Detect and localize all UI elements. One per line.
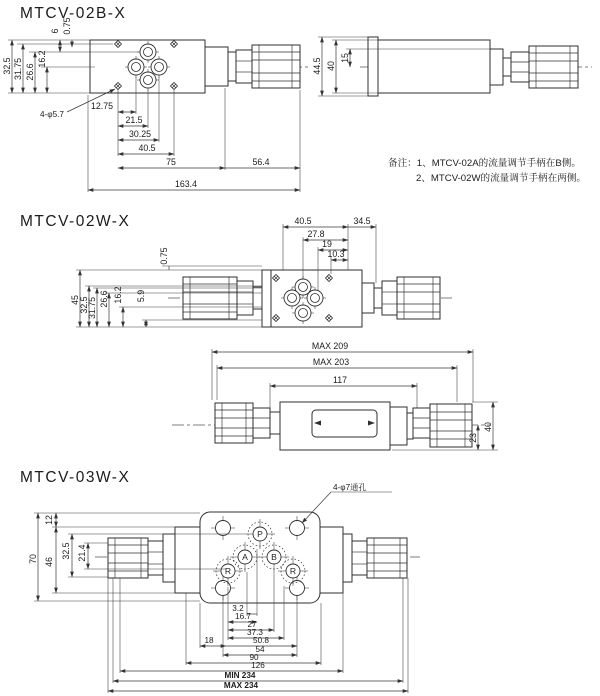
dim-label: 32.5	[2, 57, 12, 75]
dim-label: 56.4	[252, 157, 270, 167]
dim-label: 27	[247, 620, 257, 629]
dim-label: 45	[70, 295, 80, 305]
dim-label: 26.6	[25, 63, 35, 81]
dim-label: 30.25	[128, 129, 152, 139]
dim-label: 40.5	[138, 143, 156, 153]
dim-label: 163.4	[174, 179, 198, 189]
port-label-r2: R	[289, 566, 297, 576]
dim-label: 12	[44, 515, 54, 525]
dim-label: 0.75	[159, 247, 169, 265]
dim-label: 117	[332, 375, 348, 385]
dim-label: 18	[204, 636, 214, 645]
port-label-b: B	[271, 552, 277, 562]
drawing2-title: MTCV-02W-X	[20, 213, 131, 230]
dim-label: MAX 203	[312, 357, 350, 367]
dim-label: MAX 209	[311, 341, 349, 351]
port-label-r1: R	[224, 566, 232, 576]
dim-label: MIN 234	[224, 671, 256, 680]
dim-label: 90	[249, 653, 259, 662]
dim-label: 34.5	[353, 216, 371, 226]
dim-label: MAX 234	[223, 681, 259, 690]
dim-label: 70	[28, 554, 38, 564]
drawing1-title: MTCV-02B-X	[20, 5, 127, 22]
dim-label: 21.4	[77, 544, 87, 562]
port-label-p: P	[257, 529, 263, 539]
dim-label: 40.5	[294, 216, 312, 226]
dim-label: 10.3	[327, 249, 345, 259]
dim-label: 3.2	[232, 604, 244, 613]
dim-label: 15	[340, 53, 350, 63]
dim-label: 23	[468, 433, 478, 443]
dim-label: 40	[483, 422, 493, 432]
hole-callout-label: 4-φ7通孔	[333, 483, 367, 492]
dim-label: 126	[251, 661, 265, 670]
dim-label: 5.9	[136, 289, 146, 303]
dim-label: 40	[326, 61, 336, 71]
dim-label: 6	[50, 28, 60, 34]
dim-label: 27.8	[307, 229, 325, 239]
remarks	[388, 157, 586, 184]
dim-label: 16.7	[235, 612, 251, 621]
dim-label: 31.75	[87, 296, 97, 320]
dim-label: 12.75	[90, 101, 114, 111]
dim-label: 26.6	[99, 290, 109, 308]
drawing-mtcv-02w-x	[20, 213, 498, 450]
drawing-mtcv-03w-x	[20, 469, 420, 693]
port-label-a: A	[242, 552, 248, 562]
dim-label: 44.5	[312, 57, 322, 75]
dim-label: 16.2	[113, 286, 123, 304]
dim-label: 46	[44, 557, 54, 567]
dim-label: 75	[166, 157, 176, 167]
dim-label: 31.75	[13, 57, 23, 81]
dim-label: 19	[322, 239, 332, 249]
hole-callout-label: 4-φ5.7	[40, 110, 64, 119]
drawing3-title: MTCV-03W-X	[20, 469, 131, 486]
dim-label: 37.3	[247, 628, 263, 637]
remark-line-1: 备注：1、MTCV-02A的流量调节手柄在B侧。	[388, 158, 581, 169]
dim-label: 32.5	[61, 542, 71, 560]
dim-label: 16.2	[37, 50, 47, 68]
dim-label: 0.75	[62, 17, 72, 35]
dim-label: 21.5	[125, 115, 143, 125]
dim-label: 32.5	[79, 296, 89, 314]
dim-label: 50.8	[253, 636, 269, 645]
remark-line-2: 2、MTCV-02W的流量调节手柄在两侧。	[416, 173, 587, 184]
dim-label: 54	[255, 645, 265, 654]
